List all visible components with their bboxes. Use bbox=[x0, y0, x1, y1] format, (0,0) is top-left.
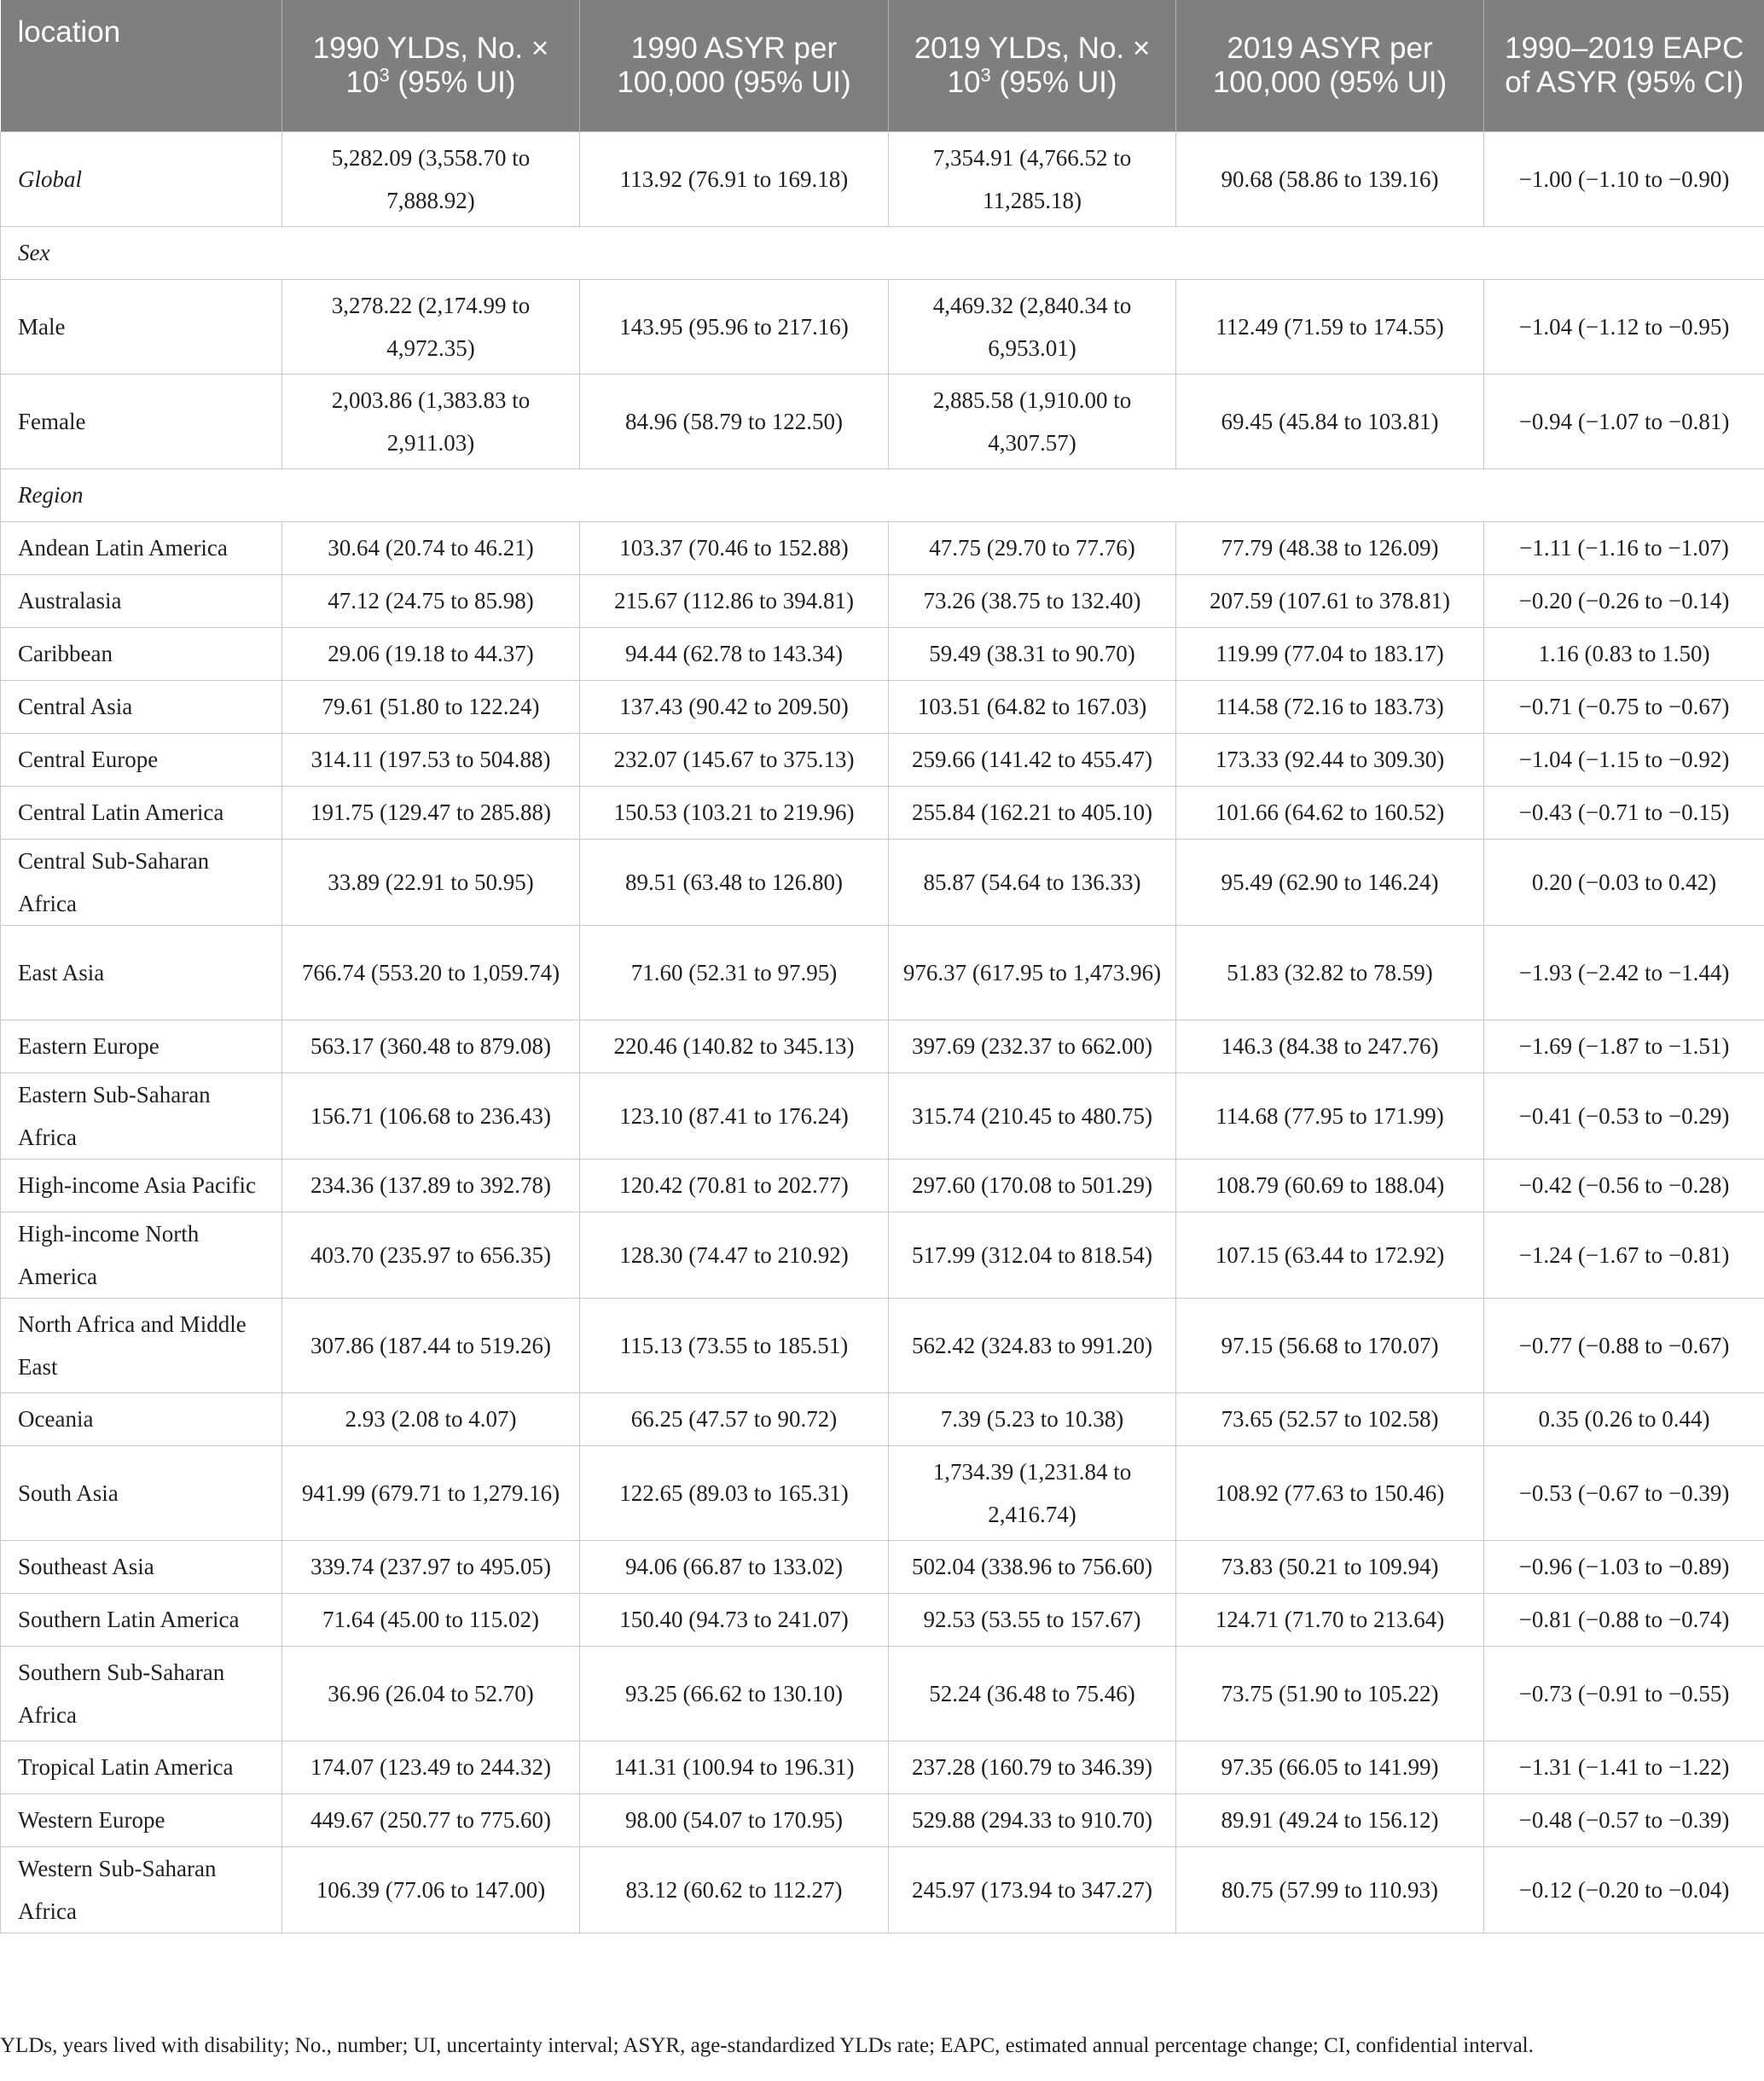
row-location: Western Sub-Saharan Africa bbox=[1, 1846, 282, 1933]
table-cell: 93.25 (66.62 to 130.10) bbox=[580, 1646, 889, 1741]
column-header-5 bbox=[1484, 0, 1764, 131]
table-cell: 73.26 (38.75 to 132.40) bbox=[889, 574, 1176, 627]
table-row bbox=[1, 1593, 1764, 1646]
table-row bbox=[1, 680, 1764, 733]
table-footnote: YLDs, years lived with disability; No., number; UI, uncertainty interval; ASYR, age-standardized YLDs rate; EAPC, estimated annual percentage change; CI, confidential interval. bbox=[0, 2034, 1534, 2057]
table-row bbox=[1, 1540, 1764, 1593]
row-location: Central Europe bbox=[1, 733, 282, 786]
row-location: Southeast Asia bbox=[1, 1540, 282, 1593]
table-row bbox=[1, 131, 1764, 226]
column-header-3 bbox=[889, 0, 1176, 131]
table-row bbox=[1, 574, 1764, 627]
table-cell: 563.17 (360.48 to 879.08) bbox=[282, 1020, 580, 1072]
table-row bbox=[1, 627, 1764, 680]
column-header-text: 1990 YLDs, No. × 10 bbox=[312, 31, 549, 99]
table-cell: 7.39 (5.23 to 10.38) bbox=[889, 1392, 1176, 1445]
table-cell: −0.77 (−0.88 to −0.67) bbox=[1484, 1298, 1764, 1392]
table-cell: 77.79 (48.38 to 126.09) bbox=[1176, 521, 1484, 574]
column-header-text: 2019 YLDs, No. × 10 bbox=[914, 31, 1151, 99]
table-row bbox=[1, 733, 1764, 786]
table-cell: 73.75 (51.90 to 105.22) bbox=[1176, 1646, 1484, 1741]
column-header-0 bbox=[1, 0, 282, 131]
table-cell: 403.70 (235.97 to 656.35) bbox=[282, 1212, 580, 1298]
table-row bbox=[1, 279, 1764, 374]
table-cell: 232.07 (145.67 to 375.13) bbox=[580, 733, 889, 786]
table-cell: 255.84 (162.21 to 405.10) bbox=[889, 786, 1176, 839]
table-cell: 30.64 (20.74 to 46.21) bbox=[282, 521, 580, 574]
table-row bbox=[1, 839, 1764, 925]
table-row bbox=[1, 1445, 1764, 1540]
table-cell: 92.53 (53.55 to 157.67) bbox=[889, 1593, 1176, 1646]
table-cell: 85.87 (54.64 to 136.33) bbox=[889, 839, 1176, 925]
table-row bbox=[1, 1212, 1764, 1298]
table-cell: −1.93 (−2.42 to −1.44) bbox=[1484, 925, 1764, 1020]
table-cell: 124.71 (71.70 to 213.64) bbox=[1176, 1593, 1484, 1646]
table-cell: −0.81 (−0.88 to −0.74) bbox=[1484, 1593, 1764, 1646]
column-header-text: 1990 ASYR per 100,000 (95% UI) bbox=[617, 31, 851, 99]
table-cell: −0.53 (−0.67 to −0.39) bbox=[1484, 1445, 1764, 1540]
column-header-tail: (95% UI) bbox=[990, 65, 1117, 99]
table-cell: 7,354.91 (4,766.52 to 11,285.18) bbox=[889, 131, 1176, 226]
header-row bbox=[1, 0, 1764, 131]
table-cell: 94.44 (62.78 to 143.34) bbox=[580, 627, 889, 680]
table-cell: 314.11 (197.53 to 504.88) bbox=[282, 733, 580, 786]
table-cell: 245.97 (173.94 to 347.27) bbox=[889, 1846, 1176, 1933]
table-cell: 66.25 (47.57 to 90.72) bbox=[580, 1392, 889, 1445]
table-cell: −1.11 (−1.16 to −1.07) bbox=[1484, 521, 1764, 574]
table-cell: 220.46 (140.82 to 345.13) bbox=[580, 1020, 889, 1072]
table-cell: 29.06 (19.18 to 44.37) bbox=[282, 627, 580, 680]
table-cell: 84.96 (58.79 to 122.50) bbox=[580, 374, 889, 468]
table-cell: 69.45 (45.84 to 103.81) bbox=[1176, 374, 1484, 468]
table-cell: 115.13 (73.55 to 185.51) bbox=[580, 1298, 889, 1392]
row-location: Tropical Latin America bbox=[1, 1741, 282, 1793]
column-header-4 bbox=[1176, 0, 1484, 131]
table-cell: 2.93 (2.08 to 4.07) bbox=[282, 1392, 580, 1445]
row-location: Eastern Sub-Saharan Africa bbox=[1, 1072, 282, 1159]
table-cell: 215.67 (112.86 to 394.81) bbox=[580, 574, 889, 627]
table-cell: 112.49 (71.59 to 174.55) bbox=[1176, 279, 1484, 374]
table-cell: −0.41 (−0.53 to −0.29) bbox=[1484, 1072, 1764, 1159]
table-row bbox=[1, 1298, 1764, 1392]
table-cell: 114.68 (77.95 to 171.99) bbox=[1176, 1072, 1484, 1159]
table-cell: 95.49 (62.90 to 146.24) bbox=[1176, 839, 1484, 925]
table-cell: −1.04 (−1.12 to −0.95) bbox=[1484, 279, 1764, 374]
table-cell: 146.3 (84.38 to 247.76) bbox=[1176, 1020, 1484, 1072]
table-cell: −1.00 (−1.10 to −0.90) bbox=[1484, 131, 1764, 226]
table-row bbox=[1, 1020, 1764, 1072]
table-cell: 89.51 (63.48 to 126.80) bbox=[580, 839, 889, 925]
table-cell: −0.96 (−1.03 to −0.89) bbox=[1484, 1540, 1764, 1593]
table-cell: 108.92 (77.63 to 150.46) bbox=[1176, 1445, 1484, 1540]
table-cell: 207.59 (107.61 to 378.81) bbox=[1176, 574, 1484, 627]
table-cell: −1.31 (−1.41 to −1.22) bbox=[1484, 1741, 1764, 1793]
table-cell: 502.04 (338.96 to 756.60) bbox=[889, 1540, 1176, 1593]
table-cell: −0.12 (−0.20 to −0.04) bbox=[1484, 1846, 1764, 1933]
table-row bbox=[1, 1846, 1764, 1933]
table-cell: −0.94 (−1.07 to −0.81) bbox=[1484, 374, 1764, 468]
table-cell: 107.15 (63.44 to 172.92) bbox=[1176, 1212, 1484, 1298]
table-cell: 89.91 (49.24 to 156.12) bbox=[1176, 1793, 1484, 1846]
row-location: South Asia bbox=[1, 1445, 282, 1540]
table-cell: 174.07 (123.49 to 244.32) bbox=[282, 1741, 580, 1793]
table-cell: 97.15 (56.68 to 170.07) bbox=[1176, 1298, 1484, 1392]
section-label: Region bbox=[1, 468, 1764, 521]
table-row bbox=[1, 1793, 1764, 1846]
table-cell: −0.48 (−0.57 to −0.39) bbox=[1484, 1793, 1764, 1846]
table-cell: 2,885.58 (1,910.00 to 4,307.57) bbox=[889, 374, 1176, 468]
table-cell: 120.42 (70.81 to 202.77) bbox=[580, 1159, 889, 1212]
table-row bbox=[1, 1159, 1764, 1212]
column-header-text: 2019 ASYR per 100,000 (95% UI) bbox=[1212, 31, 1448, 99]
section-row bbox=[1, 468, 1764, 521]
table-cell: 4,469.32 (2,840.34 to 6,953.01) bbox=[889, 279, 1176, 374]
table-cell: 339.74 (237.97 to 495.05) bbox=[282, 1540, 580, 1593]
table-cell: 47.75 (29.70 to 77.76) bbox=[889, 521, 1176, 574]
table-row bbox=[1, 1072, 1764, 1159]
row-location: Western Europe bbox=[1, 1793, 282, 1846]
row-location: Oceania bbox=[1, 1392, 282, 1445]
row-location: High-income Asia Pacific bbox=[1, 1159, 282, 1212]
row-location: Central Latin America bbox=[1, 786, 282, 839]
table-cell: −1.69 (−1.87 to −1.51) bbox=[1484, 1020, 1764, 1072]
row-location: East Asia bbox=[1, 925, 282, 1020]
table-cell: 52.24 (36.48 to 75.46) bbox=[889, 1646, 1176, 1741]
table-cell: 97.35 (66.05 to 141.99) bbox=[1176, 1741, 1484, 1793]
table-cell: 315.74 (210.45 to 480.75) bbox=[889, 1072, 1176, 1159]
table-cell: 73.65 (52.57 to 102.58) bbox=[1176, 1392, 1484, 1445]
table-cell: 73.83 (50.21 to 109.94) bbox=[1176, 1540, 1484, 1593]
table-cell: 156.71 (106.68 to 236.43) bbox=[282, 1072, 580, 1159]
table-cell: 5,282.09 (3,558.70 to 7,888.92) bbox=[282, 131, 580, 226]
column-header-tail: (95% UI) bbox=[389, 65, 516, 99]
table-cell: 297.60 (170.08 to 501.29) bbox=[889, 1159, 1176, 1212]
table-row bbox=[1, 1392, 1764, 1445]
table-row bbox=[1, 1741, 1764, 1793]
table-cell: 766.74 (553.20 to 1,059.74) bbox=[282, 925, 580, 1020]
table-cell: 122.65 (89.03 to 165.31) bbox=[580, 1445, 889, 1540]
table-cell: 59.49 (38.31 to 90.70) bbox=[889, 627, 1176, 680]
table-row bbox=[1, 521, 1764, 574]
table-cell: 191.75 (129.47 to 285.88) bbox=[282, 786, 580, 839]
table-row bbox=[1, 1646, 1764, 1741]
table-cell: −0.71 (−0.75 to −0.67) bbox=[1484, 680, 1764, 733]
table-cell: 90.68 (58.86 to 139.16) bbox=[1176, 131, 1484, 226]
row-location: Australasia bbox=[1, 574, 282, 627]
row-location: North Africa and Middle East bbox=[1, 1298, 282, 1392]
row-location: Eastern Europe bbox=[1, 1020, 282, 1072]
table-cell: 237.28 (160.79 to 346.39) bbox=[889, 1741, 1176, 1793]
row-location: Global bbox=[1, 131, 282, 226]
table-cell: −0.43 (−0.71 to −0.15) bbox=[1484, 786, 1764, 839]
table-cell: 94.06 (66.87 to 133.02) bbox=[580, 1540, 889, 1593]
row-location: Andean Latin America bbox=[1, 521, 282, 574]
table-cell: 517.99 (312.04 to 818.54) bbox=[889, 1212, 1176, 1298]
table-cell: 562.42 (324.83 to 991.20) bbox=[889, 1298, 1176, 1392]
table-cell: 1.16 (0.83 to 1.50) bbox=[1484, 627, 1764, 680]
table-cell: 976.37 (617.95 to 1,473.96) bbox=[889, 925, 1176, 1020]
table-cell: 128.30 (74.47 to 210.92) bbox=[580, 1212, 889, 1298]
table-cell: 529.88 (294.33 to 910.70) bbox=[889, 1793, 1176, 1846]
column-header-1 bbox=[282, 0, 580, 131]
table-cell: 71.60 (52.31 to 97.95) bbox=[580, 925, 889, 1020]
table-cell: 1,734.39 (1,231.84 to 2,416.74) bbox=[889, 1445, 1176, 1540]
table-cell: 103.51 (64.82 to 167.03) bbox=[889, 680, 1176, 733]
table-cell: 98.00 (54.07 to 170.95) bbox=[580, 1793, 889, 1846]
table-row bbox=[1, 786, 1764, 839]
table-cell: 71.64 (45.00 to 115.02) bbox=[282, 1593, 580, 1646]
table-cell: 51.83 (32.82 to 78.59) bbox=[1176, 925, 1484, 1020]
table-header bbox=[1, 0, 1764, 131]
table-cell: 234.36 (137.89 to 392.78) bbox=[282, 1159, 580, 1212]
table-cell: 307.86 (187.44 to 519.26) bbox=[282, 1298, 580, 1392]
row-location: Central Asia bbox=[1, 680, 282, 733]
table-cell: 36.96 (26.04 to 52.70) bbox=[282, 1646, 580, 1741]
table-cell: 106.39 (77.06 to 147.00) bbox=[282, 1846, 580, 1933]
table-cell: 80.75 (57.99 to 110.93) bbox=[1176, 1846, 1484, 1933]
column-header-2 bbox=[580, 0, 889, 131]
table-cell: 0.35 (0.26 to 0.44) bbox=[1484, 1392, 1764, 1445]
table-cell: 101.66 (64.62 to 160.52) bbox=[1176, 786, 1484, 839]
table-cell: 941.99 (679.71 to 1,279.16) bbox=[282, 1445, 580, 1540]
table-cell: −0.73 (−0.91 to −0.55) bbox=[1484, 1646, 1764, 1741]
column-header-superscript: 3 bbox=[379, 64, 390, 86]
section-label: Sex bbox=[1, 226, 1764, 279]
table-cell: −0.20 (−0.26 to −0.14) bbox=[1484, 574, 1764, 627]
row-location: Southern Latin America bbox=[1, 1593, 282, 1646]
table-cell: 123.10 (87.41 to 176.24) bbox=[580, 1072, 889, 1159]
table-cell: 113.92 (76.91 to 169.18) bbox=[580, 131, 889, 226]
table-cell: 2,003.86 (1,383.83 to 2,911.03) bbox=[282, 374, 580, 468]
table-cell: 33.89 (22.91 to 50.95) bbox=[282, 839, 580, 925]
table-cell: 103.37 (70.46 to 152.88) bbox=[580, 521, 889, 574]
section-row bbox=[1, 226, 1764, 279]
table-cell: 119.99 (77.04 to 183.17) bbox=[1176, 627, 1484, 680]
row-location: Female bbox=[1, 374, 282, 468]
row-location: Caribbean bbox=[1, 627, 282, 680]
column-header-superscript: 3 bbox=[980, 64, 991, 86]
row-location: Southern Sub-Saharan Africa bbox=[1, 1646, 282, 1741]
table-row bbox=[1, 925, 1764, 1020]
table-cell: −1.24 (−1.67 to −0.81) bbox=[1484, 1212, 1764, 1298]
table-cell: 79.61 (51.80 to 122.24) bbox=[282, 680, 580, 733]
table-cell: 137.43 (90.42 to 209.50) bbox=[580, 680, 889, 733]
table-cell: 449.67 (250.77 to 775.60) bbox=[282, 1793, 580, 1846]
table-cell: 173.33 (92.44 to 309.30) bbox=[1176, 733, 1484, 786]
table-cell: 150.53 (103.21 to 219.96) bbox=[580, 786, 889, 839]
table-cell: 397.69 (232.37 to 662.00) bbox=[889, 1020, 1176, 1072]
table-body bbox=[1, 131, 1764, 1933]
table-cell: 83.12 (60.62 to 112.27) bbox=[580, 1846, 889, 1933]
table-cell: 150.40 (94.73 to 241.07) bbox=[580, 1593, 889, 1646]
table-cell: 141.31 (100.94 to 196.31) bbox=[580, 1741, 889, 1793]
table-cell: 114.58 (72.16 to 183.73) bbox=[1176, 680, 1484, 733]
row-location: High-income North America bbox=[1, 1212, 282, 1298]
table-cell: −1.04 (−1.15 to −0.92) bbox=[1484, 733, 1764, 786]
table-cell: 143.95 (95.96 to 217.16) bbox=[580, 279, 889, 374]
table-cell: 108.79 (60.69 to 188.04) bbox=[1176, 1159, 1484, 1212]
table-cell: 259.66 (141.42 to 455.47) bbox=[889, 733, 1176, 786]
table-row bbox=[1, 374, 1764, 468]
row-location: Male bbox=[1, 279, 282, 374]
column-header-text: location bbox=[17, 15, 121, 49]
row-location: Central Sub-Saharan Africa bbox=[1, 839, 282, 925]
table-cell: 3,278.22 (2,174.99 to 4,972.35) bbox=[282, 279, 580, 374]
table-cell: 0.20 (−0.03 to 0.42) bbox=[1484, 839, 1764, 925]
table-cell: 47.12 (24.75 to 85.98) bbox=[282, 574, 580, 627]
column-header-text: 1990–2019 EAPC of ASYR (95% CI) bbox=[1505, 31, 1744, 99]
table-cell: −0.42 (−0.56 to −0.28) bbox=[1484, 1159, 1764, 1212]
